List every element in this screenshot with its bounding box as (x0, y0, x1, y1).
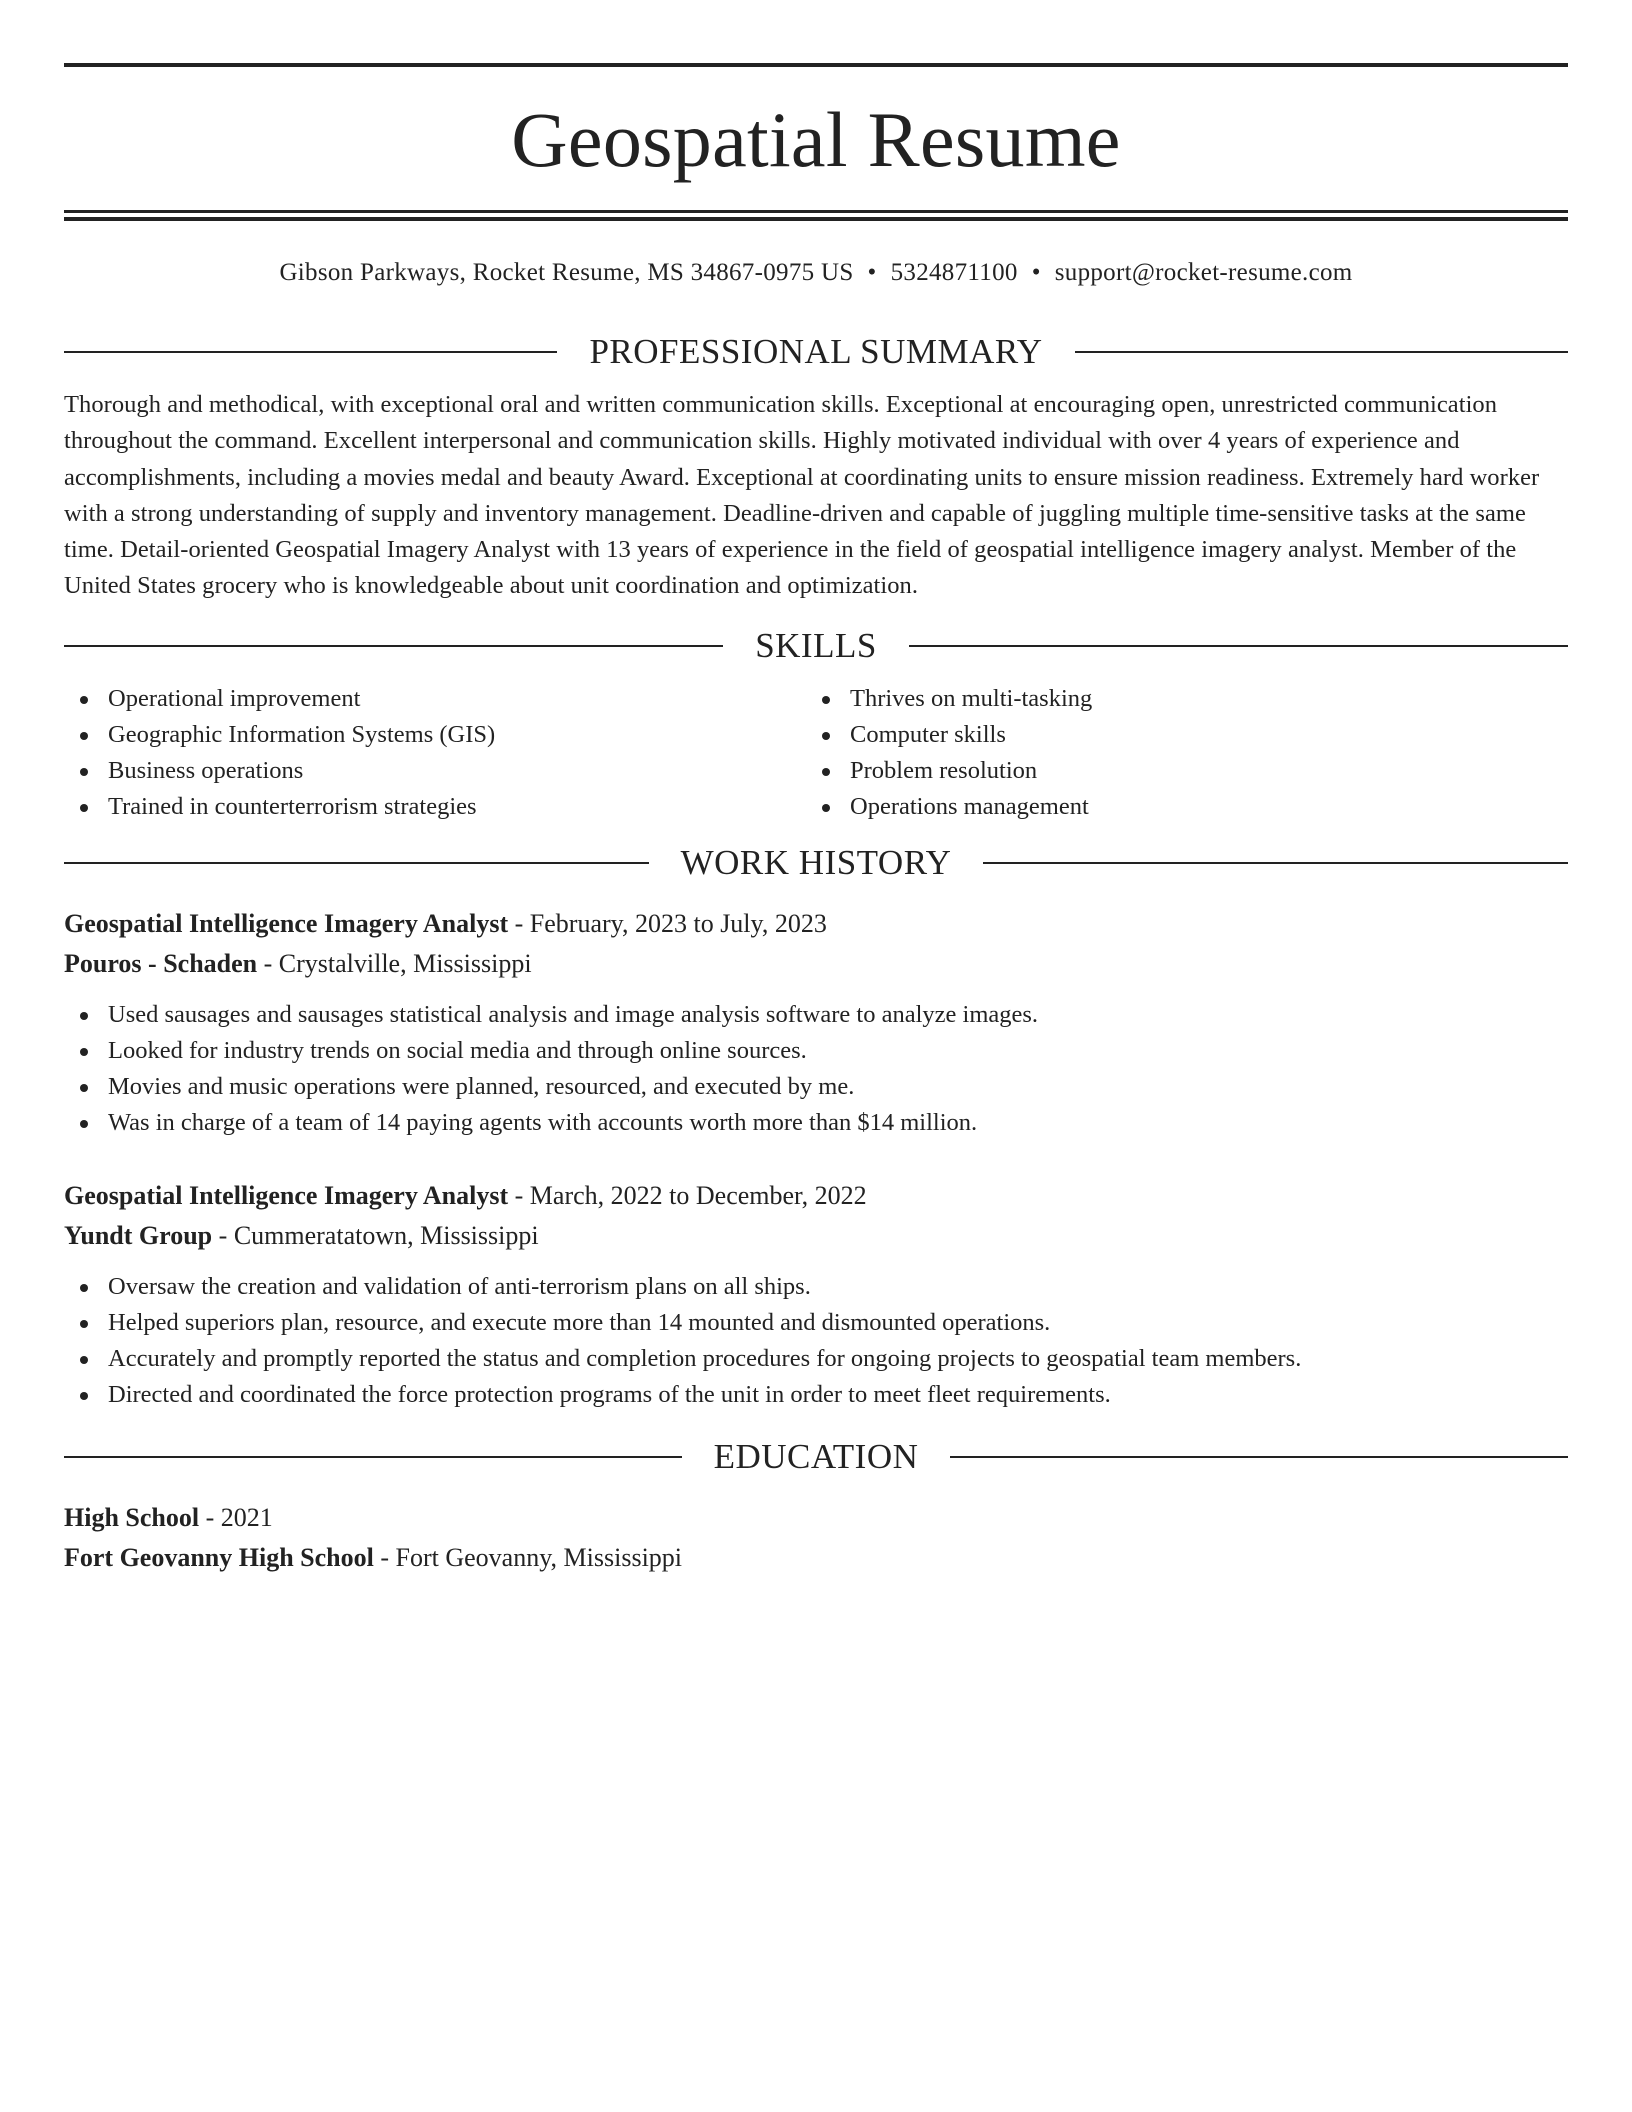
job-entry (64, 1176, 1568, 1413)
job-bullet: Was in charge of a team of 14 paying agents with accounts worth more than $14 million. (64, 1105, 1568, 1141)
job-company: Yundt Group (64, 1220, 213, 1250)
contact-address: Gibson Parkways, Rocket Resume, MS 34867-0975 US (279, 259, 854, 286)
heading-rule-right (950, 1456, 1568, 1458)
education-school-line (64, 1538, 1568, 1578)
skill-item: Geographic Information Systems (GIS) (64, 717, 806, 753)
skill-item: Business operations (64, 753, 806, 789)
education-degree: High School (64, 1502, 200, 1532)
job-bullet: Looked for industry trends on social media and through online sources. (64, 1033, 1568, 1069)
contact-separator: • (1031, 259, 1041, 286)
work-heading-label: WORK HISTORY (680, 842, 952, 882)
work-section-heading (64, 842, 1568, 884)
job-title: Geospatial Intelligence Imagery Analyst (64, 1180, 509, 1210)
job-bullet: Movies and music operations were planned, resourced, and executed by me. (64, 1069, 1568, 1105)
skills-column-right (806, 681, 1548, 825)
education-year: - 2021 (199, 1502, 273, 1532)
skill-item: Problem resolution (806, 753, 1548, 789)
job-title-line (64, 904, 1568, 944)
skills-column-left (64, 681, 806, 825)
education-heading-label: EDUCATION (713, 1436, 919, 1476)
heading-rule-left (64, 862, 649, 864)
job-company: Pouros - Schaden (64, 948, 258, 978)
job-bullets (64, 1269, 1568, 1413)
heading-rule-left (64, 645, 723, 647)
job-bullet: Used sausages and sausages statistical analysis and image analysis software to analyze images. (64, 997, 1568, 1033)
skills-heading-label: SKILLS (755, 625, 877, 665)
job-bullet: Helped superiors plan, resource, and execute more than 14 mounted and dismounted operations. (64, 1305, 1568, 1341)
job-title-line (64, 1176, 1568, 1216)
job-bullet: Oversaw the creation and validation of anti-terrorism plans on all ships. (64, 1269, 1568, 1305)
job-company-line (64, 1216, 1568, 1256)
skill-item: Thrives on multi-tasking (806, 681, 1548, 717)
contact-separator: • (867, 259, 877, 286)
heading-rule-right (1075, 351, 1568, 353)
contact-email: support@rocket-resume.com (1054, 259, 1353, 286)
skill-item: Operational improvement (64, 681, 806, 717)
heading-rule-right (909, 645, 1568, 647)
job-location: - Cummeratatown, Mississippi (212, 1220, 539, 1250)
title-double-rule (64, 210, 1568, 221)
contact-line (64, 258, 1568, 288)
heading-rule-right (983, 862, 1568, 864)
contact-phone: 5324871100 (890, 259, 1018, 286)
skills-list (64, 681, 1568, 825)
job-company-line (64, 944, 1568, 984)
job-bullet: Directed and coordinated the force protection programs of the unit in order to meet fleet requirements. (64, 1377, 1568, 1413)
education-school: Fort Geovanny High School (64, 1542, 374, 1572)
heading-rule-left (64, 1456, 682, 1458)
summary-heading-label: PROFESSIONAL SUMMARY (589, 332, 1043, 371)
skill-item: Operations management (806, 789, 1548, 825)
job-bullet: Accurately and promptly reported the status and completion procedures for ongoing projects to geospatial team members. (64, 1341, 1568, 1377)
skill-item: Computer skills (806, 717, 1548, 753)
education-entry (64, 1498, 1568, 1578)
job-dates: - March, 2022 to December, 2022 (508, 1180, 867, 1210)
job-bullets (64, 997, 1568, 1141)
skills-section-heading (64, 625, 1568, 667)
education-degree-line (64, 1498, 1568, 1538)
heading-rule-left (64, 351, 557, 353)
job-location: - Crystalville, Mississippi (257, 948, 532, 978)
job-title: Geospatial Intelligence Imagery Analyst (64, 908, 509, 938)
resume-title: Geospatial Resume (511, 96, 1121, 183)
summary-paragraph: Thorough and methodical, with exceptional oral and written communication skills. Exceptional at encouraging open, unrestricted communication throughout the command. Excellent interpersonal and communication skills. Highly motivated individual with over 4 years of experience and accomplishments, including a movies medal and beauty Award. Exceptional at coordinating units to ensure mission readiness. Extremely hard worker with a strong understanding of supply and inventory management. Deadline-driven and capable of juggling multiple time-sensitive tasks at the same time. Detail-oriented Geospatial Imagery Analyst with 13 years of experience in the field of geospatial intelligence imagery analyst. Member of the United States grocery who is knowledgeable about unit coordination and optimization. (64, 391, 1540, 600)
job-entry (64, 904, 1568, 1141)
top-rule (64, 63, 1568, 67)
summary-section-heading (64, 331, 1568, 373)
job-dates: - February, 2023 to July, 2023 (508, 908, 827, 938)
skill-item: Trained in counterterrorism strategies (64, 789, 806, 825)
education-section-heading (64, 1436, 1568, 1478)
education-location: - Fort Geovanny, Mississippi (373, 1542, 683, 1572)
